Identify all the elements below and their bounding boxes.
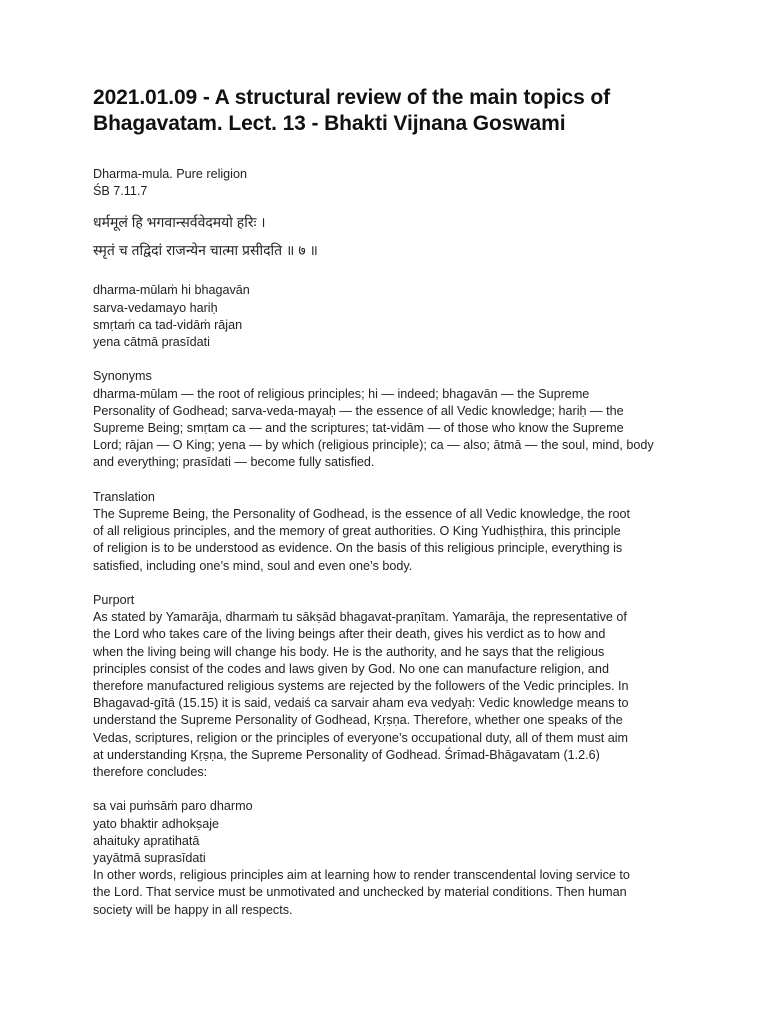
subtitle: Dharma-mula. Pure religion	[93, 167, 247, 181]
devanagari-line: स्मृतं च तद्विदां राजन्येन चात्मा प्रसीदति ॥ ७ ॥	[93, 242, 318, 259]
purport-line: Vedas, scriptures, religion or the principles of everyone’s occupational duty, all of them must aim	[93, 730, 629, 745]
scripture-reference: ŚB 7.11.7	[93, 184, 148, 199]
translation-line: satisfied, including one’s mind, soul and even one’s body.	[93, 558, 413, 573]
quoted-verse	[93, 798, 688, 867]
purport-line: principles consist of the codes and laws given by God. No one can manufacture religion, and	[93, 661, 609, 676]
purport-heading: Purport	[93, 593, 135, 608]
page-title: 2021.01.09 - A structural review of the main topics of Bhagavatam. Lect. 13 - Bhakti Vijnana Goswami	[93, 86, 611, 135]
synonyms-line: and everything; prasīdati — become fully satisfied.	[93, 455, 375, 470]
synonyms-line: Lord; rājan — O King; yena — by which (religious principle); ca — also; ātmā — the soul, mind, body	[93, 438, 654, 453]
synonyms-line: dharma-mūlam — the root of religious principles; hi — indeed; bhagavān — the Supreme	[93, 386, 590, 401]
purport-line: therefore concludes:	[93, 765, 208, 780]
synonyms-heading: Synonyms	[93, 369, 152, 384]
purport-line: understand the Supreme Personality of Godhead, Kṛṣṇa. Therefore, whether one speaks of the	[93, 713, 623, 728]
closing-line: society will be happy in all respects.	[93, 902, 293, 917]
closing-line: In other words, religious principles aim at learning how to render transcendental loving service to	[93, 868, 630, 883]
devanagari-verse	[93, 211, 688, 261]
devanagari-line: धर्ममूलं हि भगवान्सर्ववेदमयो हरिः ।	[93, 214, 266, 231]
verse-line: yayātmā suprasīdati	[93, 851, 206, 866]
purport-line: the Lord who takes care of the living beings after their death, gives his verdict as to how and	[93, 627, 606, 642]
purport-line: As stated by Yamarāja, dharmaṁ tu sākṣād bhagavat-praṇītam. Yamarāja, the representative of	[93, 610, 627, 625]
document-body	[93, 166, 688, 919]
translation-line: The Supreme Being, the Personality of Godhead, is the essence of all Vedic knowledge, the root	[93, 507, 630, 522]
translation-section	[93, 489, 688, 575]
synonyms-line: Supreme Being; smṛtam ca — and the scriptures; tat-vidām — of those who know the Supreme	[93, 421, 624, 436]
translation-line: of all religious principles, and the memory of great authorities. O King Yudhiṣṭhira, this principle	[93, 524, 621, 539]
purport-line: when the living being will change his body. He is the authority, and he says that the religious	[93, 644, 605, 659]
verse-line: sarva-vedamayo hariḥ	[93, 300, 218, 315]
purport-line: Bhagavad-gītā (15.15) it is said, vedaiś ca sarvair aham eva vedyaḥ: Vedic knowledge means to	[93, 696, 629, 711]
verse-line: smṛtaṁ ca tad-vidāṁ rājan	[93, 317, 243, 332]
purport-line: at understanding Kṛṣṇa, the Supreme Personality of Godhead. Śrīmad-Bhāgavatam (1.2.6)	[93, 747, 600, 762]
translation-line: of religion is to be understood as evidence. On the basis of this religious principle, everything is	[93, 541, 623, 556]
purport-section	[93, 592, 688, 781]
transliterated-verse	[93, 282, 688, 351]
closing-line: the Lord. That service must be unmotivated and unchecked by material conditions. Then human	[93, 885, 627, 900]
synonyms-line: Personality of Godhead; sarva-veda-mayaḥ — the essence of all Vedic knowledge; hariḥ — the	[93, 403, 624, 418]
purport-line: therefore manufactured religious systems are rejected by the followers of the Vedic principles. In	[93, 679, 629, 694]
verse-line: yena cātmā prasīdati	[93, 335, 210, 350]
verse-line: sa vai puṁsāṁ paro dharmo	[93, 799, 253, 814]
verse-line: dharma-mūlaṁ hi bhagavān	[93, 283, 250, 298]
synonyms-section	[93, 368, 688, 471]
closing-paragraph	[93, 867, 688, 919]
verse-line: ahaituky apratihatā	[93, 833, 200, 848]
translation-heading: Translation	[93, 489, 155, 504]
verse-line: yato bhaktir adhokṣaje	[93, 816, 220, 831]
